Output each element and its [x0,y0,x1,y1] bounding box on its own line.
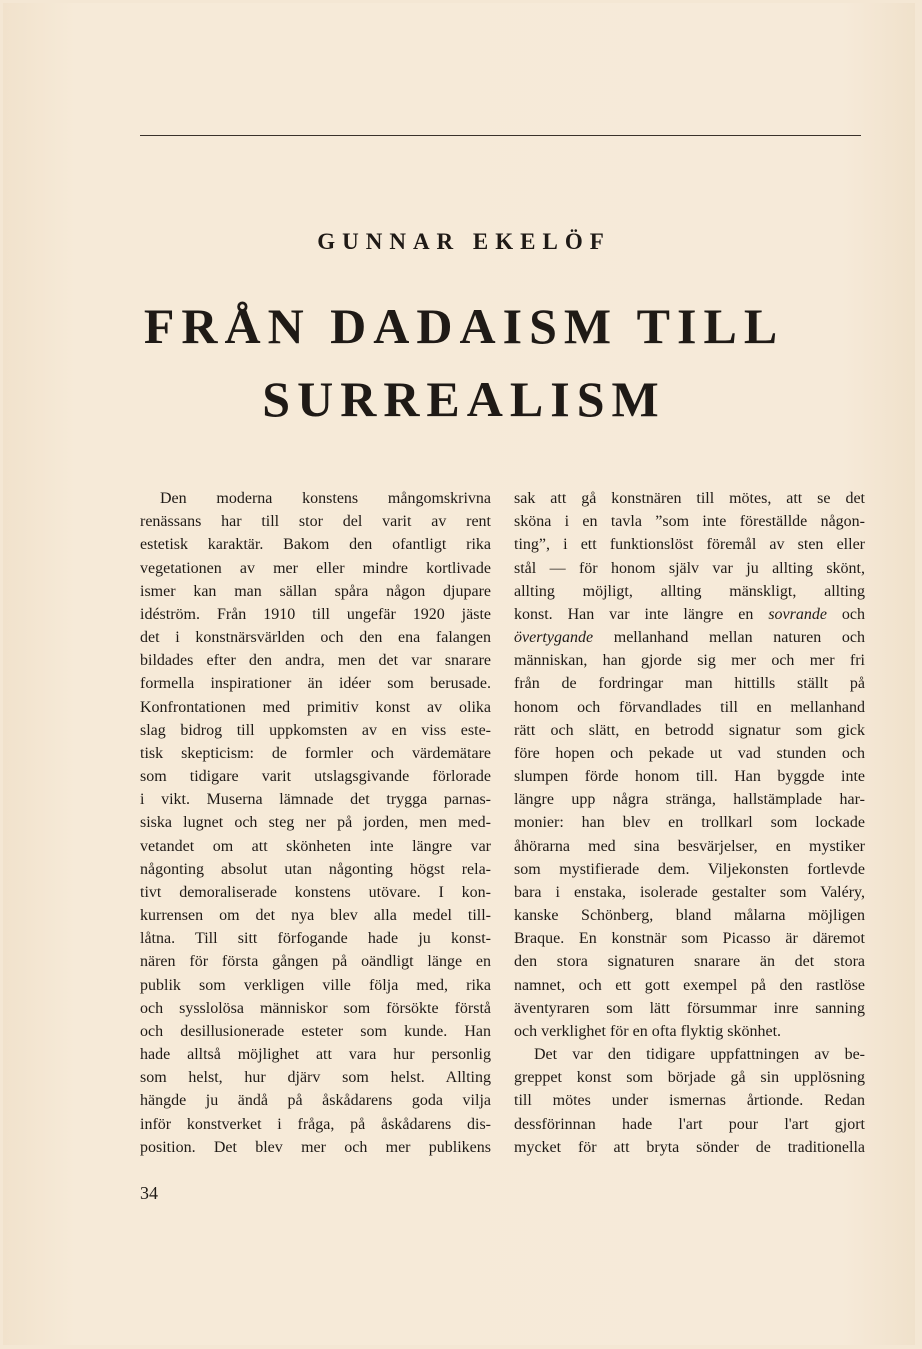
text-line: till mötes under ismernas årtionde. Redan [514,1092,865,1110]
text-line: och verklighet för en ofta flyktig skönhet. [514,1022,782,1040]
text-line: människan, han gjorde sig mer och mer fri [514,652,865,670]
text-line: idéström. Från 1910 till ungefär 1920 jäste [140,605,491,623]
text-line: någonting absolut utan någonting högst rela- [140,860,491,878]
article-title-line-2: SURREALISM [262,371,666,427]
text-line: vetandet om att skönheten inte längre var [140,837,491,855]
text-line: rätt och slätt, en betrodd signatur som gick [514,721,865,739]
text-line: som mystifierade dem. Viljekonsten fortlevde [514,860,865,878]
text-line: och desillusionerade esteter som kunde. Han [140,1022,491,1040]
text-line: det i konstnärsvärlden och den ena falangen [140,629,491,647]
article-title-line-1: FRÅN DADAISM TILL [143,298,785,354]
text-line: före hopen och pekade ut vad stunden och [514,744,865,762]
text-column-left [140,487,491,1159]
text-line: stål — för honom själv var ju allting skönt, [514,559,865,577]
text-line: publik som verkligen ville följa med, rika [140,976,491,994]
text-line: namnet, och ett gott exempel på den rastlöse [514,976,865,994]
text-line: renässans har till stor del varit av rent [140,513,491,531]
text-line: allting möjligt, allting mänskligt, allting [514,582,865,600]
text-line: inför konstverket i fråga, på åskådarens dis- [140,1115,491,1133]
text-line [514,603,865,626]
text-line: tivt demoraliserade konstens utövare. I kon- [140,883,491,901]
text-line: äventyraren som lätt försummar inre sanning [514,999,865,1017]
text-line: siska lugnet och steg ner på jorden, men med- [140,814,491,832]
text-line: den stora signaturen snarare än det stora [514,953,865,971]
text-line: slumpen förde honom till. Han byggde inte [514,768,865,786]
text-line: Konfrontationen med primitiv konst av olika [140,698,491,716]
text-line: ting”, i ett funktionslöst föremål av sten eller [514,536,865,554]
text-line: Det var den tidigare uppfattningen av be- [534,1046,865,1064]
text-line: honom och förvandlades till en mellanhand [514,698,865,716]
page-number: 34 [140,1183,158,1203]
emphasized-text: övertygande [514,629,594,647]
text-line: kurrensen om det nya blev alla medel till- [140,907,491,925]
text-line: formella inspirationer än idéer som berusade. [140,675,491,693]
text-line: längre upp några stränga, hallstämplade har- [514,791,865,809]
text-line: greppet konst som började gå sin upplösning [514,1069,865,1087]
text-line: och sysslolösa människor som försökte förstå [140,999,491,1017]
text-line: som tidigare varit utslagsgivande förlorade [140,768,491,786]
text-line: monier: han blev en trollkarl som lockade [514,814,865,832]
text-line: tisk skepticism: de formler och värdemätare [140,744,491,762]
text-line [514,626,865,649]
page [3,3,915,1345]
text-line: vegetationen av mer eller mindre kortlivade [140,559,491,577]
text-line: hade alltså möjlighet att vara hur personlig [140,1046,491,1064]
text-line: från de fordringar man hittills ställt på [514,675,865,693]
emphasized-text: sovrande [768,605,827,623]
text-line: bara i enstaka, isolerade gestalter som Valéry, [514,883,865,901]
text-line: i vikt. Muserna lämnade det trygga parnas- [140,791,491,809]
text-line: estetisk karaktär. Bakom den ofantligt rika [140,536,491,554]
text-line: Braque. En konstnär som Picasso är däremot [514,930,865,948]
text-segment: mellanhand mellan naturen och [593,629,865,647]
text-line: sköna i en tavla ”som inte föreställde någon- [514,513,865,531]
text-line: slag bidrog till uppkomsten av en viss este- [140,721,491,739]
text-line: hängde ju ändå på åskådarens goda vilja [140,1092,491,1110]
text-line: sak att gå konstnären till mötes, att se det [514,490,865,507]
text-segment: och [826,605,866,623]
text-line: ismer kan man sällan spåra någon djupare [140,582,491,600]
text-line: som helst, hur djärv som helst. Allting [140,1069,491,1087]
text-line: bildades efter den andra, men det var snarare [140,652,491,670]
text-line: låtna. Till sitt förfogande hade ju konst- [140,930,491,948]
author-name: GUNNAR EKELÖF [317,229,611,254]
text-line: dessförinnan hade l'art pour l'art gjort [514,1115,865,1133]
text-segment: konst. Han var inte längre en [514,605,769,623]
text-column-right [514,487,865,1159]
text-line: åhörarna med sina besvärjelser, en mystiker [514,837,865,855]
text-line: position. Det blev mer och mer publikens [140,1138,491,1156]
top-rule [140,135,861,136]
text-line: Den moderna konstens mångomskrivna [160,490,491,507]
text-line: mycket för att bryta sönder de traditionella [514,1138,865,1156]
text-line: nären för första gången på oändligt länge en [140,953,491,971]
text-line: kanske Schönberg, bland målarna möjligen [514,907,865,925]
